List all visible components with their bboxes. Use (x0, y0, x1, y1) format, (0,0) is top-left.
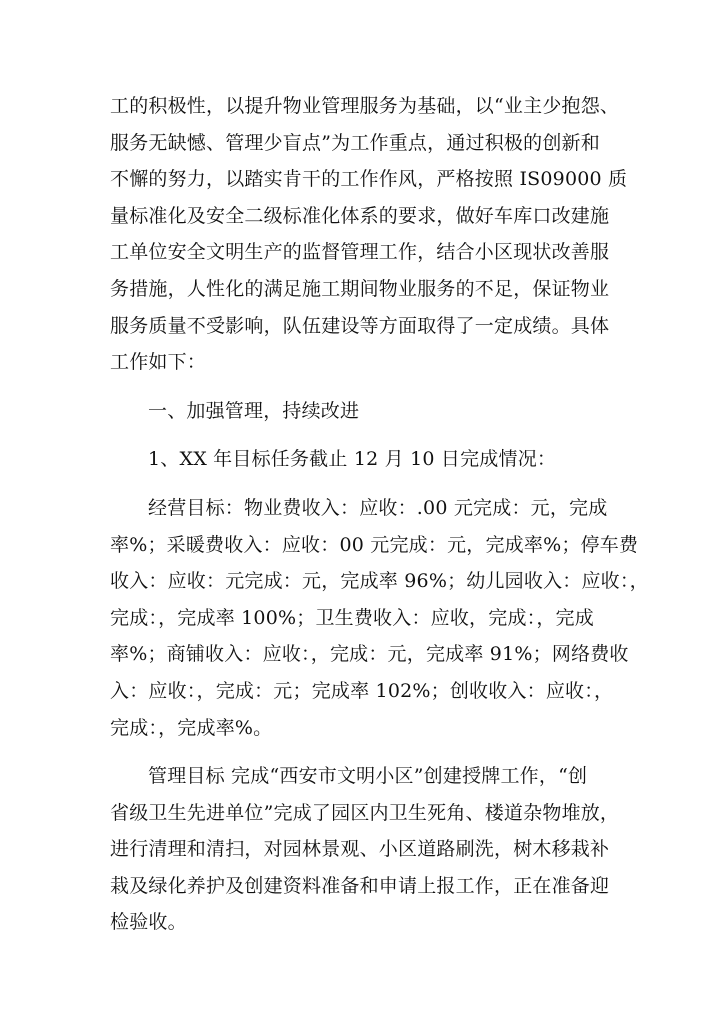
text-line: 进行清理和清扫，对园林景观、小区道路刷洗，树木移栽补 (110, 838, 610, 861)
text-line: 入：应收：，完成：元；完成率 102%；创收收入：应收：， (110, 679, 614, 702)
paragraph-business-targets (110, 490, 649, 746)
text-line: 工单位安全文明生产的监督管理工作，结合小区现状改善服 (110, 241, 610, 264)
spacer (110, 381, 615, 393)
document-body (110, 88, 649, 941)
text-line: 检验收。 (110, 911, 187, 934)
text-line: 省级卫生先进单位”完成了园区内卫生死角、楼道杂物堆放， (110, 801, 620, 824)
paragraph-management-targets (110, 758, 620, 941)
text-line: 务措施，人性化的满足施工期间物业服务的不足，保证物业 (110, 277, 610, 300)
text-line: 率%；采暖费收入：应收：00 元完成：元，完成率%；停车费 (110, 533, 639, 556)
text-line: 完成：，完成率 100%；卫生费收入：应收，完成：，完成 (110, 606, 594, 629)
text-line: 服务质量不受影响，队伍建设等方面取得了一定成绩。具体 (110, 314, 610, 337)
text-line: 不懈的努力，以踏实肯干的工作作风，严格按照 IS09000 质 (110, 168, 628, 191)
subsection-heading: 1、XX 年目标任务截止 12 月 10 日完成情况： (148, 448, 557, 471)
text-line: 工的积极性，以提升物业管理服务为基础，以“业主少抱怨、 (110, 95, 620, 117)
text-line: 收入：应收：元完成：元，完成率 96%；幼儿园收入：应收：， (110, 570, 649, 593)
spacer (110, 746, 615, 758)
text-line: 栽及绿化养护及创建资料准备和申请上报工作，正在准备迎 (110, 874, 610, 897)
spacer (110, 429, 615, 441)
text-line: 服务无缺憾、管理少盲点”为工作重点，通过积极的创新和 (110, 131, 600, 154)
text-line: 完成：，完成率%。 (110, 716, 273, 739)
text-line: 工作如下： (110, 351, 207, 374)
paragraph-work-summary (110, 88, 628, 381)
spacer (110, 478, 615, 490)
section-heading: 一、加强管理，持续改进 (148, 399, 360, 422)
text-line: 率%；商铺收入：应收：，完成：元，完成率 91%；网络费收 (110, 643, 629, 666)
text-line: 经营目标：物业费收入：应收：.00 元完成：元，完成 (148, 496, 608, 519)
text-line: 管理目标 完成“西安市文明小区”创建授牌工作，“创 (148, 765, 588, 788)
text-line: 量标准化及安全二级标准化体系的要求，做好车库口改建施 (110, 204, 610, 227)
